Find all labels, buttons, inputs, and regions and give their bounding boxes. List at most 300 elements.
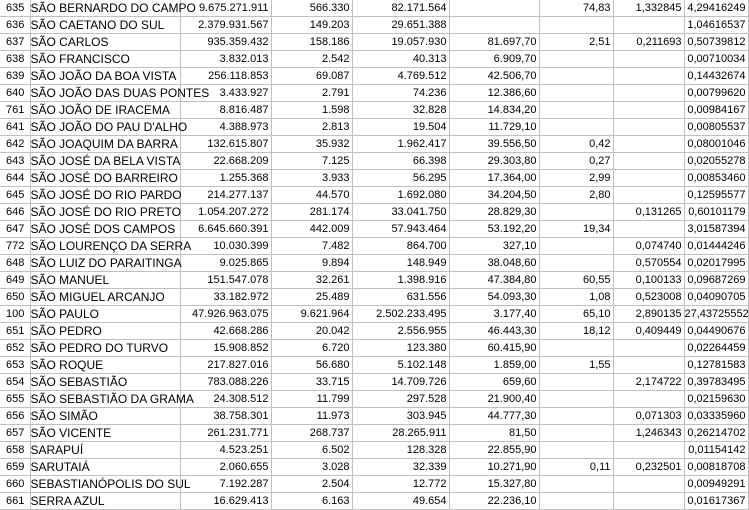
value-cell-b[interactable]: 2.813 xyxy=(271,119,352,136)
value-cell-e[interactable] xyxy=(539,238,613,255)
value-cell-f[interactable]: 2,174722 xyxy=(613,374,684,391)
value-cell-g[interactable]: 0,02055278 xyxy=(684,153,748,170)
code-cell[interactable]: 100 xyxy=(0,306,30,323)
value-cell-d[interactable]: 29.303,80 xyxy=(449,153,539,170)
value-cell-g[interactable]: 0,39783495 xyxy=(684,374,748,391)
code-cell[interactable]: 651 xyxy=(0,323,30,340)
value-cell-a[interactable]: 2.379.931.567 xyxy=(180,17,271,34)
value-cell-d[interactable]: 327,10 xyxy=(449,238,539,255)
value-cell-a[interactable]: 256.118.853 xyxy=(180,68,271,85)
name-cell[interactable]: SÃO JOSÉ DO BARREIRO xyxy=(30,170,180,187)
value-cell-a[interactable]: 217.827.016 xyxy=(180,357,271,374)
value-cell-b[interactable]: 20.042 xyxy=(271,323,352,340)
name-cell[interactable]: SÃO PEDRO xyxy=(30,323,180,340)
value-cell-e[interactable]: 2,51 xyxy=(539,34,613,51)
value-cell-d[interactable]: 1.859,00 xyxy=(449,357,539,374)
name-cell[interactable]: SARAPUÍ xyxy=(30,442,180,459)
table-row xyxy=(0,221,748,238)
value-cell-c[interactable]: 28.265.911 xyxy=(352,425,449,442)
name-cell[interactable]: SÃO JOSÉ DA BELA VISTA xyxy=(30,154,181,168)
value-cell-b[interactable]: 32.261 xyxy=(271,272,352,289)
value-cell-f[interactable] xyxy=(613,493,684,510)
value-cell-d[interactable]: 34.204,50 xyxy=(449,187,539,204)
value-cell-e[interactable] xyxy=(539,476,613,493)
code-cell[interactable]: 640 xyxy=(0,85,30,102)
value-cell-g[interactable]: 0,01617367 xyxy=(684,493,748,510)
value-cell-f[interactable] xyxy=(613,68,684,85)
value-cell-e[interactable]: 2,99 xyxy=(539,170,613,187)
name-cell[interactable]: SÃO JOAQUIM DA BARRA xyxy=(30,136,180,153)
value-cell-a[interactable]: 22.668.209 xyxy=(180,153,271,170)
value-cell-c[interactable]: 297.528 xyxy=(352,391,449,408)
value-cell-b[interactable]: 268.737 xyxy=(271,425,352,442)
table-row xyxy=(0,340,748,357)
code-cell[interactable]: 772 xyxy=(0,238,30,255)
value-cell-c[interactable]: 57.943.464 xyxy=(352,221,449,238)
value-cell-d[interactable] xyxy=(449,17,539,34)
name-cell[interactable]: SÃO JOSÉ DO RIO PRETO xyxy=(30,205,181,219)
value-cell-b[interactable]: 7.125 xyxy=(271,153,352,170)
value-cell-e[interactable]: 0,42 xyxy=(539,136,613,153)
value-cell-c[interactable]: 128.328 xyxy=(352,442,449,459)
value-cell-e[interactable] xyxy=(539,68,613,85)
code-cell[interactable]: 646 xyxy=(0,204,30,221)
value-cell-d[interactable]: 659,60 xyxy=(449,374,539,391)
name-cell[interactable]: SÃO MIGUEL ARCANJO xyxy=(30,289,180,306)
code-cell[interactable]: 639 xyxy=(0,68,30,85)
name-cell[interactable]: SÃO JOÃO DO PAU D'ALHO xyxy=(30,120,188,134)
name-cell[interactable]: SÃO JOSÉ DOS CAMPOS xyxy=(30,221,180,238)
value-cell-g[interactable]: 4,29416249 xyxy=(684,0,748,17)
value-cell-a[interactable]: 261.231.771 xyxy=(180,425,271,442)
name-cell[interactable]: SÃO CAETANO DO SUL xyxy=(30,17,180,34)
value-cell-a[interactable]: 6.645.660.391 xyxy=(180,221,271,238)
value-cell-g[interactable]: 0,01444246 xyxy=(684,238,748,255)
value-cell-g[interactable]: 0,50739812 xyxy=(684,34,748,51)
value-cell-b[interactable]: 3.933 xyxy=(271,170,352,187)
value-cell-f[interactable] xyxy=(613,476,684,493)
code-cell[interactable]: 655 xyxy=(0,391,30,408)
value-cell-d[interactable]: 47.384,80 xyxy=(449,272,539,289)
code-cell[interactable]: 658 xyxy=(0,442,30,459)
value-cell-e[interactable]: 18,12 xyxy=(539,323,613,340)
value-cell-f[interactable] xyxy=(613,153,684,170)
value-cell-b[interactable]: 56.680 xyxy=(271,357,352,374)
value-cell-c[interactable]: 66.398 xyxy=(352,153,449,170)
value-cell-g[interactable]: 0,00984167 xyxy=(684,102,748,119)
table-row xyxy=(0,493,748,510)
value-cell-g[interactable]: 1,04616537 xyxy=(684,17,748,34)
value-cell-b[interactable]: 442.009 xyxy=(271,221,352,238)
value-cell-c[interactable]: 29.651.388 xyxy=(352,17,449,34)
value-cell-c[interactable]: 33.041.750 xyxy=(352,204,449,221)
value-cell-a[interactable]: 935.359.432 xyxy=(180,34,271,51)
value-cell-b[interactable]: 33.715 xyxy=(271,374,352,391)
code-cell[interactable]: 649 xyxy=(0,272,30,289)
value-cell-d[interactable]: 22.855,90 xyxy=(449,442,539,459)
table-row xyxy=(0,0,748,17)
value-cell-c[interactable]: 123.380 xyxy=(352,340,449,357)
code-cell[interactable]: 644 xyxy=(0,170,30,187)
value-cell-f[interactable] xyxy=(613,187,684,204)
value-cell-b[interactable]: 3.028 xyxy=(271,459,352,476)
value-cell-g[interactable]: 0,04090705 xyxy=(684,289,748,306)
code-cell[interactable]: 659 xyxy=(0,459,30,476)
value-cell-f[interactable]: 0,523008 xyxy=(613,289,684,306)
value-cell-a[interactable]: 783.088.226 xyxy=(180,374,271,391)
code-cell[interactable]: 642 xyxy=(0,136,30,153)
value-cell-e[interactable]: 1,08 xyxy=(539,289,613,306)
value-cell-f[interactable]: 1,332845 xyxy=(613,0,684,17)
table-row xyxy=(0,425,748,442)
value-cell-a[interactable]: 214.277.137 xyxy=(180,187,271,204)
value-cell-f[interactable]: 0,232501 xyxy=(613,459,684,476)
table-row xyxy=(0,408,748,425)
value-cell-g[interactable]: 27,43725552 xyxy=(684,306,748,323)
value-cell-f[interactable]: 0,211693 xyxy=(613,34,684,51)
value-cell-b[interactable]: 1.598 xyxy=(271,102,352,119)
value-cell-b[interactable]: 44.570 xyxy=(271,187,352,204)
value-cell-a[interactable]: 2.060.655 xyxy=(180,459,271,476)
name-cell[interactable]: SÃO PAULO xyxy=(30,306,180,323)
value-cell-f[interactable]: 0,074740 xyxy=(613,238,684,255)
value-cell-b[interactable]: 9.621.964 xyxy=(271,306,352,323)
value-cell-d[interactable]: 54.093,30 xyxy=(449,289,539,306)
value-cell-e[interactable] xyxy=(539,391,613,408)
value-cell-g[interactable]: 0,02159630 xyxy=(684,391,748,408)
value-cell-c[interactable]: 148.949 xyxy=(352,255,449,272)
value-cell-f[interactable]: 0,100133 xyxy=(613,272,684,289)
value-cell-b[interactable]: 69.087 xyxy=(271,68,352,85)
name-cell[interactable]: SARUTAIÁ xyxy=(30,459,180,476)
value-cell-d[interactable]: 21.900,40 xyxy=(449,391,539,408)
value-cell-d[interactable]: 53.192,20 xyxy=(449,221,539,238)
table-row xyxy=(0,153,748,170)
value-cell-f[interactable] xyxy=(613,102,684,119)
name-cell[interactable]: SÃO CARLOS xyxy=(30,34,180,51)
value-cell-b[interactable]: 2.542 xyxy=(271,51,352,68)
value-cell-g[interactable]: 0,03335960 xyxy=(684,408,748,425)
value-cell-c[interactable]: 2.556.955 xyxy=(352,323,449,340)
value-cell-e[interactable]: 74,83 xyxy=(539,0,613,17)
value-cell-a[interactable]: 38.758.301 xyxy=(180,408,271,425)
value-cell-g[interactable]: 0,08001046 xyxy=(684,136,748,153)
table-row xyxy=(0,51,748,68)
name-cell[interactable]: SÃO FRANCISCO xyxy=(30,51,180,68)
table-row xyxy=(0,119,748,136)
value-cell-a[interactable]: 9.675.271.911 xyxy=(180,0,271,17)
value-cell-b[interactable]: 35.932 xyxy=(271,136,352,153)
value-cell-f[interactable]: 0,131265 xyxy=(613,204,684,221)
value-cell-c[interactable]: 40.313 xyxy=(352,51,449,68)
value-cell-e[interactable]: 60,55 xyxy=(539,272,613,289)
value-cell-f[interactable] xyxy=(613,136,684,153)
code-cell[interactable]: 638 xyxy=(0,51,30,68)
code-cell[interactable]: 643 xyxy=(0,153,30,170)
value-cell-a[interactable]: 24.308.512 xyxy=(180,391,271,408)
value-cell-a[interactable]: 42.668.286 xyxy=(180,323,271,340)
value-cell-c[interactable]: 82.171.564 xyxy=(352,0,449,17)
value-cell-d[interactable] xyxy=(449,0,539,17)
value-cell-c[interactable]: 19.504 xyxy=(352,119,449,136)
value-cell-f[interactable] xyxy=(613,17,684,34)
value-cell-d[interactable]: 44.777,30 xyxy=(449,408,539,425)
table-row xyxy=(0,68,748,85)
code-cell[interactable]: 635 xyxy=(0,0,30,17)
table-row xyxy=(0,374,748,391)
value-cell-e[interactable]: 2,80 xyxy=(539,187,613,204)
code-cell[interactable]: 636 xyxy=(0,17,30,34)
name-cell[interactable]: SÃO MANUEL xyxy=(30,272,180,289)
table-row xyxy=(0,17,748,34)
value-cell-a[interactable]: 3.832.013 xyxy=(180,51,271,68)
name-cell[interactable]: SERRA AZUL xyxy=(30,493,180,510)
table-row xyxy=(0,306,748,323)
value-cell-d[interactable]: 81,50 xyxy=(449,425,539,442)
value-cell-b[interactable]: 149.203 xyxy=(271,17,352,34)
value-cell-c[interactable]: 74.236 xyxy=(352,85,449,102)
table-row xyxy=(0,170,748,187)
value-cell-e[interactable]: 0,11 xyxy=(539,459,613,476)
code-cell[interactable]: 656 xyxy=(0,408,30,425)
value-cell-b[interactable]: 25.489 xyxy=(271,289,352,306)
value-cell-d[interactable]: 42.506,70 xyxy=(449,68,539,85)
value-cell-e[interactable] xyxy=(539,408,613,425)
code-cell[interactable]: 660 xyxy=(0,476,30,493)
value-cell-f[interactable]: 2,890135 xyxy=(613,306,684,323)
value-cell-e[interactable]: 65,10 xyxy=(539,306,613,323)
name-cell[interactable]: SÃO BERNARDO DO CAMPO xyxy=(30,1,196,15)
value-cell-d[interactable]: 6.909,70 xyxy=(449,51,539,68)
value-cell-f[interactable] xyxy=(613,340,684,357)
name-cell[interactable]: SÃO SEBASTIÃO xyxy=(30,374,180,391)
value-cell-d[interactable]: 3.177,40 xyxy=(449,306,539,323)
table-row xyxy=(0,255,748,272)
value-cell-d[interactable]: 39.556,50 xyxy=(449,136,539,153)
value-cell-f[interactable] xyxy=(613,221,684,238)
value-cell-c[interactable]: 32.339 xyxy=(352,459,449,476)
value-cell-d[interactable]: 22.236,10 xyxy=(449,493,539,510)
table-row xyxy=(0,459,748,476)
value-cell-g[interactable]: 0,26214702 xyxy=(684,425,748,442)
value-cell-b[interactable]: 566.330 xyxy=(271,0,352,17)
value-cell-d[interactable]: 17.364,00 xyxy=(449,170,539,187)
value-cell-a[interactable]: 1.255.368 xyxy=(180,170,271,187)
table-row xyxy=(0,442,748,459)
value-cell-g[interactable]: 0,02264459 xyxy=(684,340,748,357)
code-cell[interactable]: 653 xyxy=(0,357,30,374)
value-cell-c[interactable]: 864.700 xyxy=(352,238,449,255)
value-cell-f[interactable] xyxy=(613,85,684,102)
value-cell-b[interactable]: 11.799 xyxy=(271,391,352,408)
value-cell-d[interactable]: 10.271,90 xyxy=(449,459,539,476)
value-cell-f[interactable]: 0,071303 xyxy=(613,408,684,425)
value-cell-a[interactable]: 8.816.487 xyxy=(180,102,271,119)
name-cell[interactable]: SÃO SEBASTIÃO DA GRAMA xyxy=(30,392,194,406)
value-cell-e[interactable] xyxy=(539,51,613,68)
value-cell-f[interactable]: 0,409449 xyxy=(613,323,684,340)
value-cell-a[interactable]: 16.629.413 xyxy=(180,493,271,510)
name-cell[interactable]: SÃO JOÃO DE IRACEMA xyxy=(30,102,180,119)
table-row xyxy=(0,187,748,204)
value-cell-e[interactable] xyxy=(539,255,613,272)
value-cell-g[interactable]: 0,04490676 xyxy=(684,323,748,340)
value-cell-e[interactable] xyxy=(539,340,613,357)
value-cell-c[interactable]: 19.057.930 xyxy=(352,34,449,51)
table-row xyxy=(0,238,748,255)
value-cell-d[interactable]: 14.834,20 xyxy=(449,102,539,119)
value-cell-a[interactable]: 47.926.963.075 xyxy=(180,306,271,323)
code-cell[interactable]: 654 xyxy=(0,374,30,391)
value-cell-e[interactable] xyxy=(539,374,613,391)
value-cell-a[interactable]: 151.547.078 xyxy=(180,272,271,289)
value-cell-g[interactable]: 0,00710034 xyxy=(684,51,748,68)
value-cell-g[interactable]: 0,00805537 xyxy=(684,119,748,136)
value-cell-g[interactable]: 0,60101179 xyxy=(684,204,748,221)
value-cell-f[interactable] xyxy=(613,391,684,408)
value-cell-e[interactable] xyxy=(539,204,613,221)
value-cell-b[interactable]: 7.482 xyxy=(271,238,352,255)
value-cell-e[interactable] xyxy=(539,442,613,459)
value-cell-g[interactable]: 0,02017995 xyxy=(684,255,748,272)
value-cell-f[interactable] xyxy=(613,119,684,136)
value-cell-b[interactable]: 6.163 xyxy=(271,493,352,510)
code-cell[interactable]: 637 xyxy=(0,34,30,51)
value-cell-c[interactable]: 12.772 xyxy=(352,476,449,493)
name-cell[interactable]: SÃO VICENTE xyxy=(30,425,180,442)
name-cell[interactable]: SEBASTIANÓPOLIS DO SUL xyxy=(30,477,191,491)
value-cell-a[interactable]: 4.388.973 xyxy=(180,119,271,136)
code-cell[interactable]: 641 xyxy=(0,119,30,136)
value-cell-g[interactable]: 0,00799620 xyxy=(684,85,748,102)
value-cell-a[interactable]: 1.054.207.272 xyxy=(180,204,271,221)
table-row xyxy=(0,391,748,408)
code-cell[interactable]: 652 xyxy=(0,340,30,357)
value-cell-d[interactable]: 12.386,60 xyxy=(449,85,539,102)
name-cell[interactable]: SÃO ROQUE xyxy=(30,357,180,374)
value-cell-c[interactable]: 2.502.233.495 xyxy=(352,306,449,323)
value-cell-g[interactable]: 0,14432674 xyxy=(684,68,748,85)
value-cell-e[interactable] xyxy=(539,85,613,102)
value-cell-a[interactable]: 9.025.865 xyxy=(180,255,271,272)
table-row xyxy=(0,289,748,306)
value-cell-e[interactable] xyxy=(539,17,613,34)
name-cell[interactable]: SÃO JOSÉ DO RIO PARDO xyxy=(30,188,182,202)
value-cell-f[interactable]: 0,570554 xyxy=(613,255,684,272)
value-cell-c[interactable]: 32.828 xyxy=(352,102,449,119)
table-row xyxy=(0,34,748,51)
value-cell-e[interactable]: 19,34 xyxy=(539,221,613,238)
value-cell-a[interactable]: 3.433.927 xyxy=(180,85,271,102)
value-cell-e[interactable] xyxy=(539,119,613,136)
table-row xyxy=(0,85,748,102)
code-cell[interactable]: 661 xyxy=(0,493,30,510)
value-cell-f[interactable] xyxy=(613,170,684,187)
table-row xyxy=(0,204,748,221)
name-cell[interactable]: SÃO SIMÃO xyxy=(30,408,180,425)
value-cell-g[interactable]: 0,12595577 xyxy=(684,187,748,204)
value-cell-f[interactable] xyxy=(613,357,684,374)
value-cell-c[interactable]: 1.962.417 xyxy=(352,136,449,153)
value-cell-g[interactable]: 3,01587394 xyxy=(684,221,748,238)
value-cell-c[interactable]: 14.709.726 xyxy=(352,374,449,391)
value-cell-d[interactable]: 81.697,70 xyxy=(449,34,539,51)
code-cell[interactable]: 648 xyxy=(0,255,30,272)
value-cell-b[interactable]: 6.502 xyxy=(271,442,352,459)
value-cell-e[interactable]: 1,55 xyxy=(539,357,613,374)
table-row xyxy=(0,357,748,374)
value-cell-c[interactable]: 1.398.916 xyxy=(352,272,449,289)
value-cell-f[interactable]: 1,246343 xyxy=(613,425,684,442)
name-cell[interactable]: SÃO PEDRO DO TURVO xyxy=(30,340,180,357)
value-cell-c[interactable]: 49.654 xyxy=(352,493,449,510)
value-cell-b[interactable]: 281.174 xyxy=(271,204,352,221)
value-cell-e[interactable] xyxy=(539,493,613,510)
code-cell[interactable]: 645 xyxy=(0,187,30,204)
value-cell-d[interactable]: 11.729,10 xyxy=(449,119,539,136)
value-cell-a[interactable]: 7.192.287 xyxy=(180,476,271,493)
value-cell-g[interactable]: 0,01154142 xyxy=(684,442,748,459)
value-cell-c[interactable]: 5.102.148 xyxy=(352,357,449,374)
value-cell-b[interactable]: 158.186 xyxy=(271,34,352,51)
code-cell[interactable]: 647 xyxy=(0,221,30,238)
value-cell-g[interactable]: 0,09687269 xyxy=(684,272,748,289)
code-cell[interactable]: 650 xyxy=(0,289,30,306)
value-cell-a[interactable]: 15.908.852 xyxy=(180,340,271,357)
code-cell[interactable]: 761 xyxy=(0,102,30,119)
value-cell-e[interactable]: 0,27 xyxy=(539,153,613,170)
table-row xyxy=(0,323,748,340)
name-cell[interactable]: SÃO JOÃO DAS DUAS PONTES xyxy=(30,86,210,100)
value-cell-g[interactable]: 0,00853460 xyxy=(684,170,748,187)
value-cell-f[interactable] xyxy=(613,51,684,68)
value-cell-a[interactable]: 132.615.807 xyxy=(180,136,271,153)
value-cell-d[interactable]: 60.415,90 xyxy=(449,340,539,357)
value-cell-f[interactable] xyxy=(613,442,684,459)
value-cell-g[interactable]: 0,12781583 xyxy=(684,357,748,374)
name-cell[interactable]: SÃO JOÃO DA BOA VISTA xyxy=(30,68,180,85)
value-cell-d[interactable]: 38.048,60 xyxy=(449,255,539,272)
value-cell-b[interactable]: 11.973 xyxy=(271,408,352,425)
value-cell-e[interactable] xyxy=(539,425,613,442)
value-cell-c[interactable]: 56.295 xyxy=(352,170,449,187)
value-cell-d[interactable]: 46.443,30 xyxy=(449,323,539,340)
table-row xyxy=(0,136,748,153)
value-cell-g[interactable]: 0,00949291 xyxy=(684,476,748,493)
table-row xyxy=(0,272,748,289)
value-cell-c[interactable]: 303.945 xyxy=(352,408,449,425)
value-cell-b[interactable]: 2.791 xyxy=(271,85,352,102)
table-row xyxy=(0,102,748,119)
value-cell-c[interactable]: 631.556 xyxy=(352,289,449,306)
code-cell[interactable]: 657 xyxy=(0,425,30,442)
value-cell-c[interactable]: 1.692.080 xyxy=(352,187,449,204)
value-cell-d[interactable]: 15.327,80 xyxy=(449,476,539,493)
value-cell-b[interactable]: 6.720 xyxy=(271,340,352,357)
table-row xyxy=(0,476,748,493)
value-cell-a[interactable]: 10.030.399 xyxy=(180,238,271,255)
value-cell-a[interactable]: 4.523.251 xyxy=(180,442,271,459)
value-cell-b[interactable]: 2.504 xyxy=(271,476,352,493)
name-cell[interactable]: SÃO LOURENÇO DA SERRA xyxy=(30,239,192,253)
value-cell-d[interactable]: 28.829,30 xyxy=(449,204,539,221)
name-cell[interactable]: SÃO LUIZ DO PARAITINGA xyxy=(30,256,182,270)
value-cell-g[interactable]: 0,00818708 xyxy=(684,459,748,476)
value-cell-e[interactable] xyxy=(539,102,613,119)
value-cell-c[interactable]: 4.769.512 xyxy=(352,68,449,85)
value-cell-a[interactable]: 33.182.972 xyxy=(180,289,271,306)
value-cell-b[interactable]: 9.894 xyxy=(271,255,352,272)
